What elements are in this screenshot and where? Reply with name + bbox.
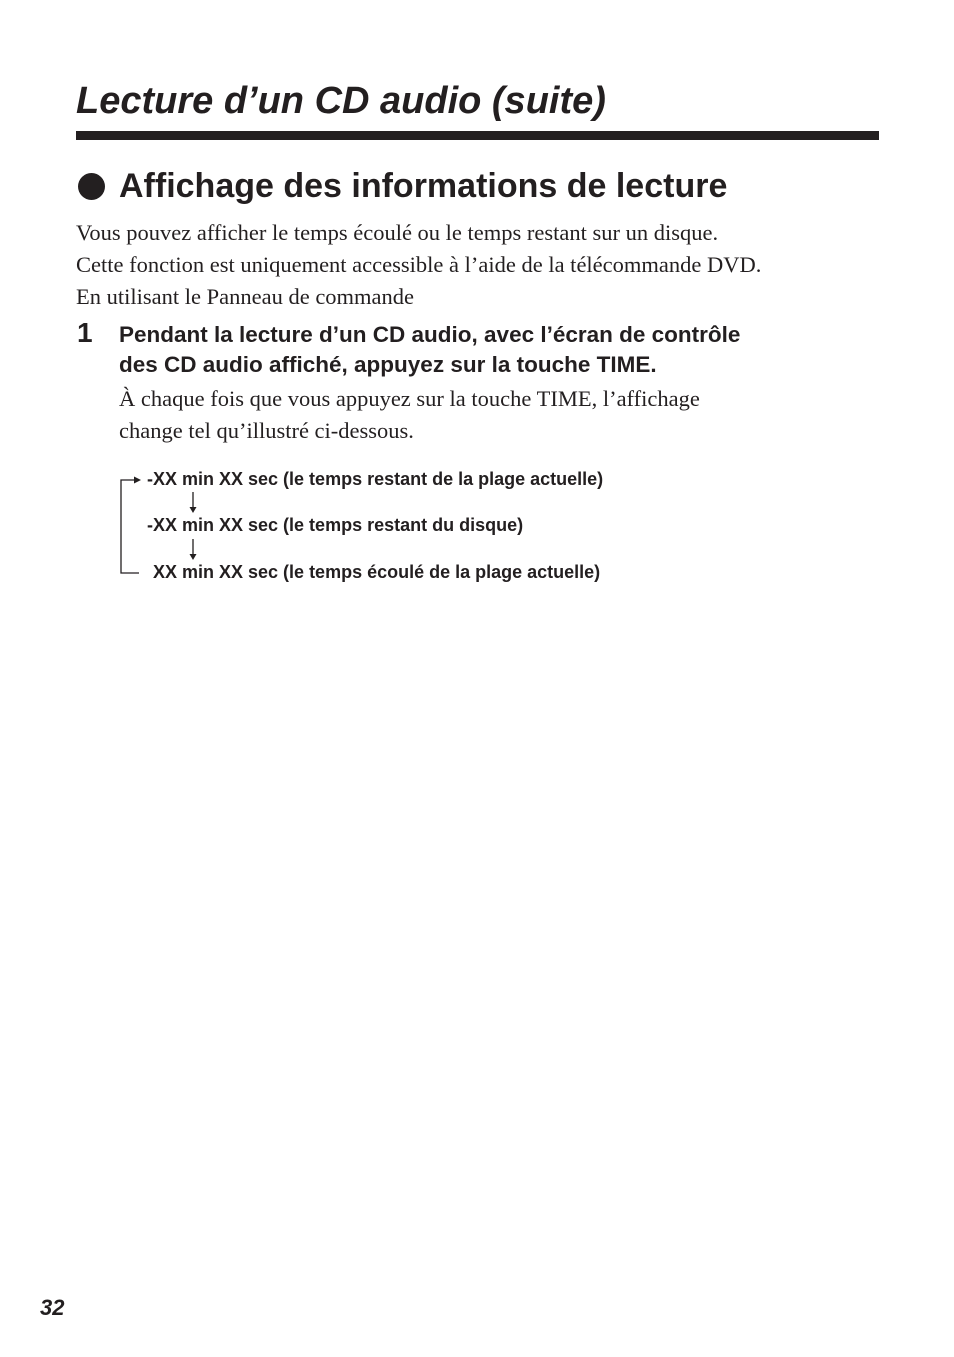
intro-line: Vous pouvez afficher le temps écoulé ou le temps restant sur un disque.	[76, 220, 719, 245]
step-detail-line: change tel qu’illustré ci-dessous.	[119, 418, 414, 443]
intro-line: Cette fonction est uniquement accessible à l’aide de la télécommande DVD.	[76, 252, 762, 277]
page-title: Lecture d’un CD audio (suite)	[76, 80, 606, 122]
cycle-item: -XX min XX sec (le temps restant de la plage actuelle)	[147, 469, 604, 489]
loop-line	[121, 480, 139, 573]
step-number: 1	[77, 317, 93, 348]
page-number: 32	[40, 1295, 65, 1320]
cycle-item: XX min XX sec (le temps écoulé de la plage actuelle)	[153, 562, 601, 582]
intro-line: En utilisant le Panneau de commande	[76, 284, 415, 309]
step-instruction-line: Pendant la lecture d’un CD audio, avec l’écran de contrôle	[119, 322, 741, 347]
step-detail-line: À chaque fois que vous appuyez sur la touche TIME, l’affichage	[119, 386, 700, 411]
step-instruction-line: des CD audio affiché, appuyez sur la touche TIME.	[119, 352, 657, 377]
right-arrow-icon	[134, 477, 141, 484]
down-arrow-icon	[190, 554, 197, 560]
cycle-item: -XX min XX sec (le temps restant du disque)	[147, 515, 524, 535]
section-heading-text: Affichage des informations de lecture	[119, 167, 728, 205]
down-arrow-icon	[190, 507, 197, 513]
